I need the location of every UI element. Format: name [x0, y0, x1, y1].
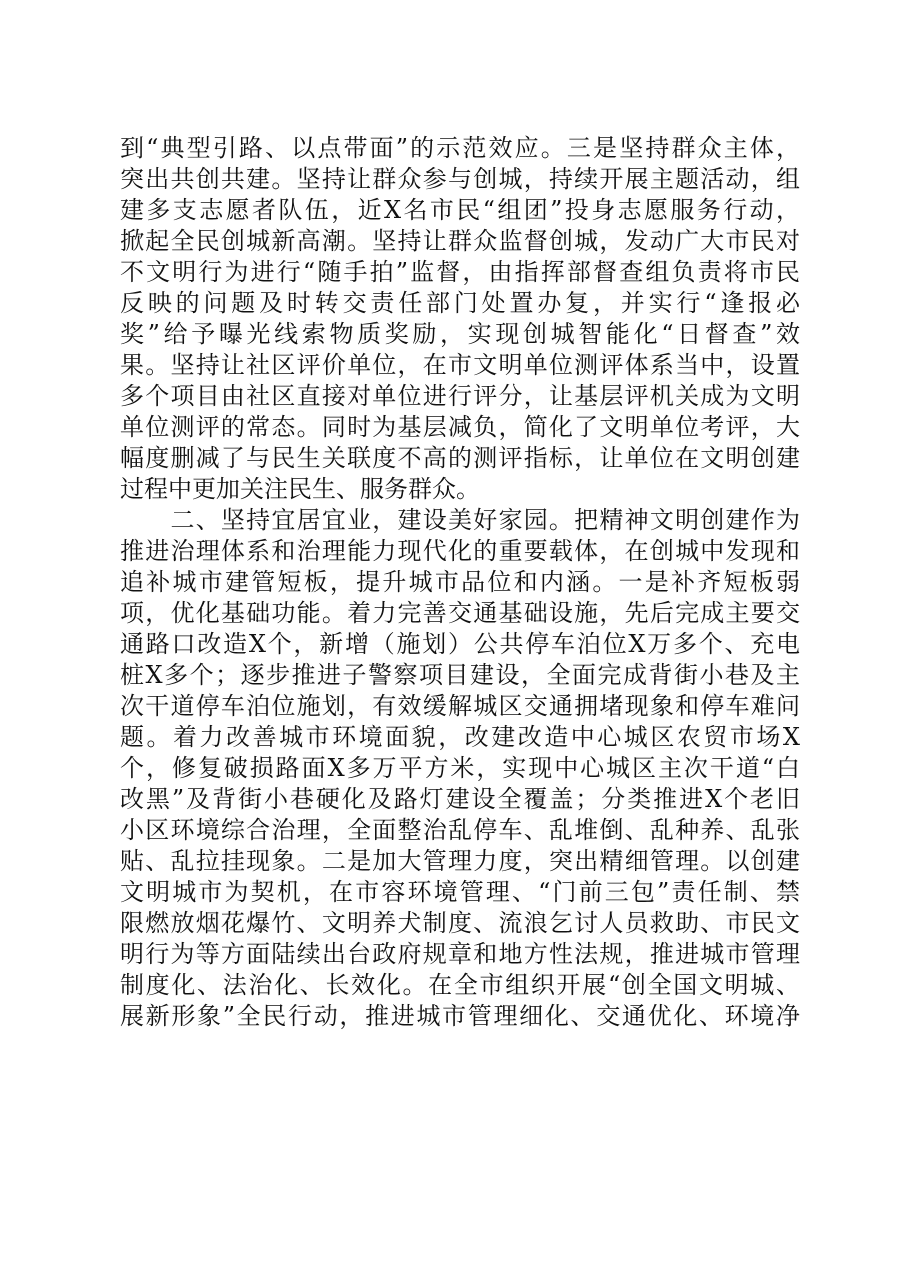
text-line: 果。坚持让社区评价单位，在市文明单位测评体系当中，设置 — [120, 351, 800, 379]
text-line: 贴、乱拉挂现象。二是加大管理力度，突出精细管理。以创建 — [120, 847, 800, 875]
text-line: 不文明行为进行“随手拍”监督，由指挥部督查组负责将市民 — [120, 258, 800, 286]
text-line: 个，修复破损路面X多万平方米，实现中心城区主次干道“白 — [120, 754, 800, 782]
text-line: 过程中更加关注民生、服务群众。 — [120, 475, 480, 503]
body-text — [120, 133, 800, 1032]
text-line: 推进治理体系和治理能力现代化的重要载体，在创城中发现和 — [120, 537, 800, 565]
text-line: 展新形象”全民行动，推进城市管理细化、交通优化、环境净 — [120, 1002, 800, 1030]
text-line: 小区环境综合治理，全面整治乱停车、乱堆倒、乱种养、乱张 — [120, 816, 800, 844]
text-line: 掀起全民创城新高潮。坚持让群众监督创城，发动广大市民对 — [120, 227, 800, 255]
text-line: 题。着力改善城市环境面貌，改建改造中心城区农贸市场X — [120, 723, 800, 751]
text-line: 建多支志愿者队伍，近X名市民“组团”投身志愿服务行动， — [120, 196, 800, 224]
text-line: 二、坚持宜居宜业，建设美好家园。把精神文明创建作为 — [120, 506, 800, 534]
text-line: 通路口改造X个，新增（施划）公共停车泊位X万多个、充电 — [120, 630, 800, 658]
text-line: 单位测评的常态。同时为基层减负，简化了文明单位考评，大 — [120, 413, 800, 441]
text-line: 到“典型引路、以点带面”的示范效应。三是坚持群众主体， — [120, 134, 800, 162]
text-line: 奖”给予曝光线索物质奖励，实现创城智能化“日督查”效 — [120, 320, 800, 348]
text-line: 限燃放烟花爆竹、文明养犬制度、流浪乞讨人员救助、市民文 — [120, 909, 800, 937]
text-line: 文明城市为契机，在市容环境管理、“门前三包”责任制、禁 — [120, 878, 800, 906]
text-line: 明行为等方面陆续出台政府规章和地方性法规，推进城市管理 — [120, 940, 800, 968]
text-line: 改黑”及背街小巷硬化及路灯建设全覆盖；分类推进X个老旧 — [120, 785, 800, 813]
text-line: 追补城市建管短板，提升城市品位和内涵。一是补齐短板弱 — [120, 568, 800, 596]
text-line: 次干道停车泊位施划，有效缓解城区交通拥堵现象和停车难问 — [120, 692, 800, 720]
text-line: 突出共创共建。坚持让群众参与创城，持续开展主题活动，组 — [120, 165, 800, 193]
text-line: 反映的问题及时转交责任部门处置办复，并实行“逢报必 — [120, 289, 800, 317]
text-line: 幅度删减了与民生关联度不高的测评指标，让单位在文明创建 — [120, 444, 800, 472]
text-line: 多个项目由社区直接对单位进行评分，让基层评机关成为文明 — [120, 382, 800, 410]
text-line: 项，优化基础功能。着力完善交通基础设施，先后完成主要交 — [120, 599, 800, 627]
text-line: 桩X多个；逐步推进子警察项目建设，全面完成背街小巷及主 — [120, 661, 800, 689]
text-line: 制度化、法治化、长效化。在全市组织开展“创全国文明城、 — [120, 971, 800, 999]
